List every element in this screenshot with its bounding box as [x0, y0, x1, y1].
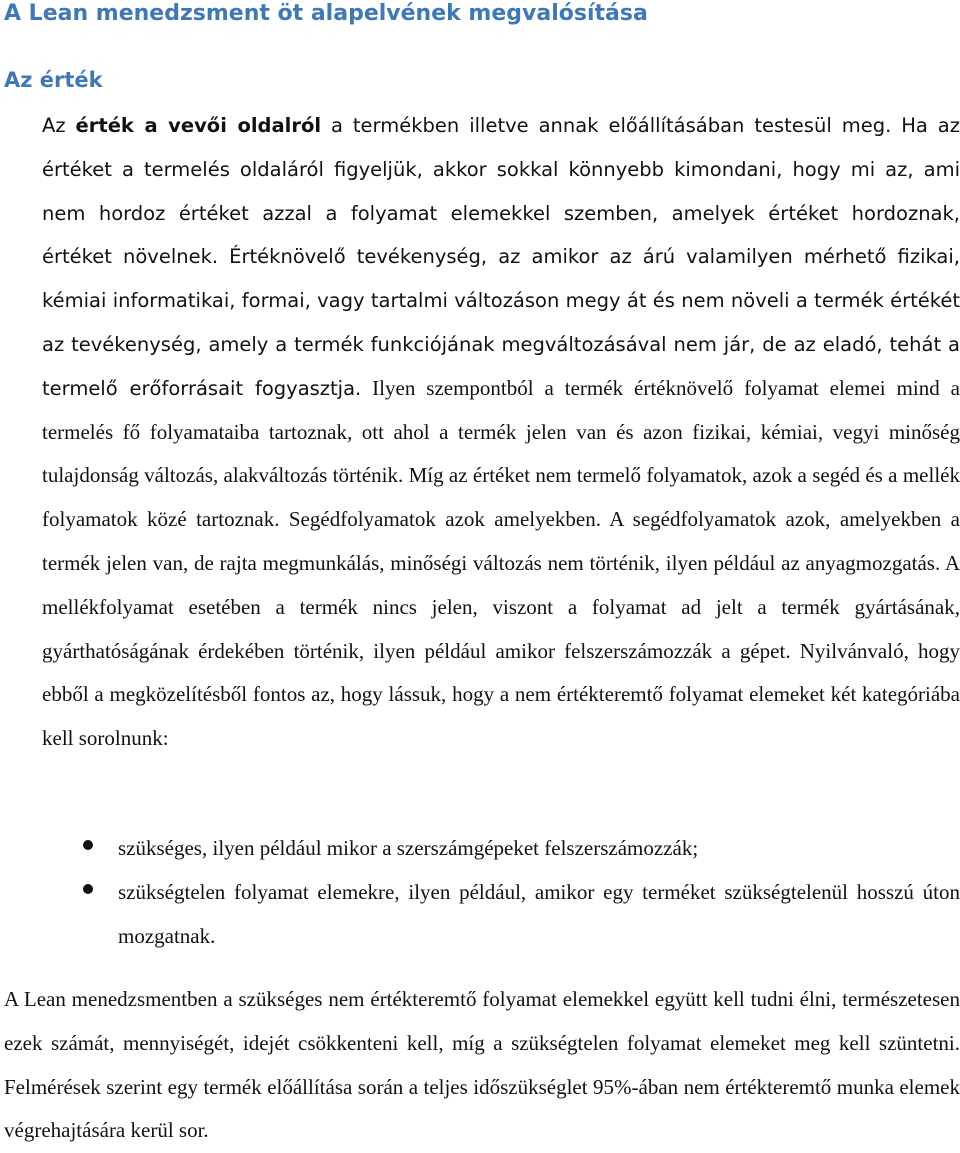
lead-bold-text: érték a vevői oldalról — [75, 114, 322, 137]
list-item-text: szükségtelen folyamat elemekre, ilyen például, amikor egy terméket szükségtelenül hosszú úton mozgatnak. — [118, 880, 960, 948]
bullet-list — [0, 826, 960, 958]
lead-text-start: Az — [42, 114, 76, 137]
document-title: A Lean menedzsment öt alapelvének megvalósítása — [4, 1, 648, 26]
section-heading: Az érték — [4, 68, 103, 92]
list-item — [0, 870, 960, 958]
paragraph-value-definition — [42, 104, 960, 761]
list-item — [0, 826, 960, 870]
process-elements-text: Ilyen szempontból a termék értéknövelő folyamat elemei mind a termelés fő folyamataiba tartoznak, ott ahol a termék jelen van és azon fizikai, kémiai, vegyi minőség tulajdonság változás, alakváltozás történik. Míg az értéket nem termelő folyamatok, azok a segéd és a mellék folyamatok közé tartoznak. Segédfolyamatok azok amelyekben. A segédfolyamatok azok, amelyekben a termék jelen van, de rajta megmunkálás, minőségi változás nem történik, ilyen például az anyagmozgatás. A mellékfolyamat esetében a termék nincs jelen, viszont a folyamat ad jelt a termék gyártásának, gyárthatóságának érdekében történik, ilyen például amikor felszerszámozzák a gépet. Nyilvánvaló, hogy ebből a megközelítésből fontos az, hogy lássuk, hogy a nem értékteremtő folyamat elemeket két kategóriába kell sorolnunk: — [42, 375, 960, 751]
list-item-text: szükséges, ilyen például mikor a szerszámgépeket felszerszámozzák; — [118, 836, 699, 860]
paragraph-lean-management: A Lean menedzsmentben a szükséges nem értékteremtő folyamat elemekkel együtt kell tudni élni, természetesen ezek számát, mennyiségét, idejét csökkenteni kell, míg a szükségtelen folyamat elemeket meg kell szüntetni. Felmérések szerint egy termék előállítása során a teljes időszükséglet 95%-ában nem értékteremtő munka elemek végrehajtására kerül sor. — [4, 987, 960, 1143]
lead-text-end: a termékben illetve annak előállításában testesül meg. Ha az értéket a termelés oldaláról figyeljük, akkor sokkal könnyebb kimondani, hogy mi az, ami nem hordoz értéket azzal a folyamat elemekkel szemben, amelyek értéket hordoznak, értéket növelnek. — [42, 114, 960, 269]
value-adding-text: Értéknövelő tevékenység, az amikor az árú valamilyen mérhető fizikai, kémiai informatikai, formai, vagy tartalmi változáson megy át és nem növeli a termék értékét az tevékenység, amely a termék funkciójának megváltozásával nem jár, de az eladó, tehát a termelő erőforrásait fogyasztja. — [42, 245, 960, 400]
bullet-icon — [83, 840, 93, 850]
bullet-icon — [83, 884, 93, 894]
